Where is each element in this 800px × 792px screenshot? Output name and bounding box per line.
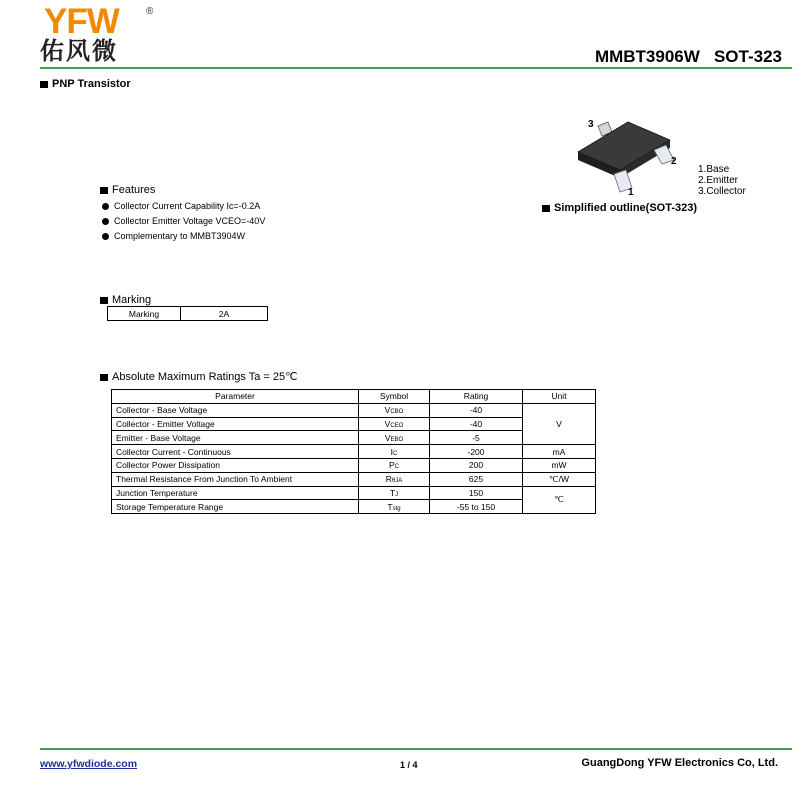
marking-label: Marking (108, 307, 181, 321)
bullet-square-icon (40, 81, 48, 88)
ratings-title: Absolute Maximum Ratings Ta = 25℃ (100, 370, 298, 383)
footer-rule (40, 748, 792, 750)
features-list (102, 199, 265, 244)
pin-label-2: 2 (671, 156, 677, 167)
rating-cell: -55 to 150 (430, 500, 523, 514)
pin-label-3: 3 (588, 119, 594, 130)
unit-cell: ℃ (523, 486, 596, 514)
param-cell: Junction Temperature (112, 486, 359, 500)
page-number: 1 / 4 (400, 760, 418, 770)
table-row (112, 458, 596, 472)
table-header-row (112, 390, 596, 404)
rating-cell: -5 (430, 431, 523, 445)
param-cell: Collector Power Dissipation (112, 458, 359, 472)
feature-item: Complementary to MMBT3904W (102, 229, 265, 244)
registered-mark: ® (146, 6, 154, 17)
unit-cell: ℃/W (523, 472, 596, 486)
symbol-cell: TJ (359, 486, 430, 500)
rating-cell: 200 (430, 458, 523, 472)
table-row (112, 403, 596, 417)
package-drawing (570, 108, 680, 194)
column-header: Parameter (112, 390, 359, 404)
table-row (112, 486, 596, 500)
bullet-square-icon (100, 187, 108, 194)
symbol-cell: IC (359, 445, 430, 459)
pin-label-1: 1 (628, 187, 634, 198)
feature-item: Collector Emitter Voltage VCEO=-40V (102, 214, 265, 229)
symbol-cell: RθJA (359, 472, 430, 486)
table-row (112, 445, 596, 459)
package-caption: Simplified outline(SOT-323) (542, 202, 697, 214)
marking-table (107, 306, 268, 321)
symbol-cell: Tstg (359, 500, 430, 514)
company-name: GuangDong YFW Electronics Co, Ltd. (581, 757, 778, 769)
bullet-dot-icon (102, 233, 109, 240)
unit-cell: mA (523, 445, 596, 459)
table-row (112, 472, 596, 486)
website-link[interactable]: www.yfwdiode.com (40, 758, 138, 770)
ratings-table (111, 389, 596, 514)
bullet-square-icon (100, 374, 108, 381)
marking-title: Marking (100, 294, 151, 306)
param-cell: Storage Temperature Range (112, 500, 359, 514)
pin-list (698, 164, 746, 197)
param-cell: Collector Current - Continuous (112, 445, 359, 459)
pin-list-item: 1.Base (698, 164, 730, 175)
unit-cell: mW (523, 458, 596, 472)
rating-cell: -40 (430, 403, 523, 417)
rating-cell: 150 (430, 486, 523, 500)
param-cell: Collector - Base Voltage (112, 403, 359, 417)
param-cell: Emitter - Base Voltage (112, 431, 359, 445)
unit-cell: V (523, 403, 596, 444)
logo-text: YFW (44, 2, 119, 41)
symbol-cell: PC (359, 458, 430, 472)
rating-cell: -200 (430, 445, 523, 459)
subtitle: PNP Transistor (40, 78, 131, 90)
bullet-dot-icon (102, 203, 109, 210)
rating-cell: 625 (430, 472, 523, 486)
document-title: MMBT3906W SOT-323 (594, 47, 782, 66)
symbol-cell: VEBO (359, 431, 430, 445)
features-title: Features (100, 184, 155, 196)
feature-item: Collector Current Capability Ic=-0.2A (102, 199, 265, 214)
table-row (108, 307, 268, 321)
column-header: Rating (430, 390, 523, 404)
symbol-cell: VCBO (359, 403, 430, 417)
param-cell: Collector - Emitter Voltage (112, 417, 359, 431)
rating-cell: -40 (430, 417, 523, 431)
bullet-dot-icon (102, 218, 109, 225)
column-header: Symbol (359, 390, 430, 404)
pin-list-item: 2.Emitter (698, 175, 739, 186)
bullet-square-icon (542, 205, 550, 212)
symbol-cell: VCEO (359, 417, 430, 431)
pin-list-item: 3.Collector (698, 186, 746, 197)
logo-chinese: 佑风微 (40, 38, 118, 65)
marking-value: 2A (181, 307, 268, 321)
bullet-square-icon (100, 297, 108, 304)
column-header: Unit (523, 390, 596, 404)
header-rule (40, 67, 792, 69)
param-cell: Thermal Resistance From Junction To Ambient (112, 472, 359, 486)
